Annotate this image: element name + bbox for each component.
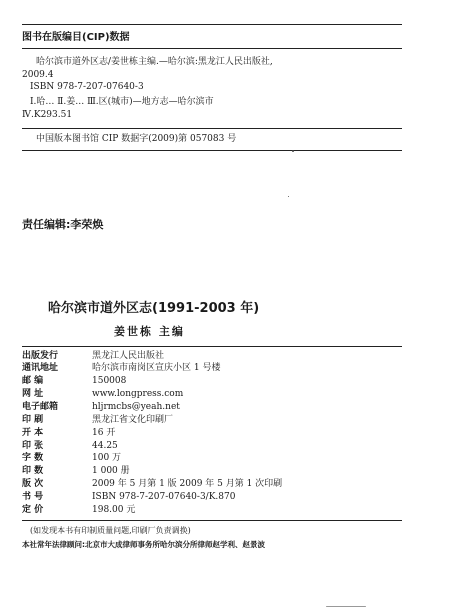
publication-row-printrun — [22, 466, 402, 477]
publication-top-rule — [22, 346, 402, 347]
legal-counsel: 本社常年法律顾问:北京市大成律师事务所哈尔滨分所律师赵学利、赵景波 — [22, 540, 265, 549]
cip-record: 中国版本图书馆 CIP 数据字(2009)第 057083 号 — [36, 134, 237, 144]
quality-note: (如发现本书有印制质量问题,印刷厂负责调换) — [30, 526, 191, 535]
publication-value: 2009 年 5 月第 1 版 2009 年 5 月第 1 次印刷 — [92, 479, 283, 489]
publication-value: 16 开 — [92, 428, 116, 438]
cip-line-3: ISBN 978-7-207-07640-3 — [30, 82, 144, 92]
publication-label: 邮 编 — [22, 376, 44, 386]
publication-label: 字 数 — [22, 453, 44, 463]
cip-bottom-rule — [22, 150, 402, 151]
publication-value: 44.25 — [92, 441, 118, 451]
cip-header-rule — [22, 48, 402, 49]
cip-line-4: Ⅰ.哈… Ⅱ.姜… Ⅲ.区(城市)—地方志—哈尔滨市 — [30, 97, 214, 107]
publication-label: 开 本 — [22, 428, 44, 438]
publication-row-printer — [22, 415, 402, 426]
cip-record-top-rule — [22, 128, 402, 129]
publication-label: 印 张 — [22, 441, 44, 451]
publication-row-isbn — [22, 492, 402, 503]
publication-label: 通讯地址 — [22, 363, 59, 373]
scan-speck — [288, 196, 289, 197]
publication-row-email — [22, 402, 402, 413]
publication-value: hljrmcbs@yeah.net — [92, 402, 180, 412]
publication-value: 黑龙江人民出版社 — [92, 351, 165, 361]
publication-row-edition — [22, 479, 402, 490]
publication-value: 1 000 册 — [92, 466, 130, 476]
book-author: 姜世栋 主编 — [114, 325, 185, 338]
book-title: 哈尔滨市道外区志(1991-2003 年) — [48, 301, 260, 316]
publication-row-address — [22, 363, 402, 374]
scan-speck — [326, 606, 366, 607]
cip-header: 图书在版编目(CIP)数据 — [22, 32, 130, 43]
publication-label: 版 次 — [22, 479, 44, 489]
publication-row-sheets — [22, 441, 402, 452]
publication-value: 198.00 元 — [92, 505, 136, 515]
publication-label: 电子邮箱 — [22, 402, 59, 412]
cip-line-5: Ⅳ.K293.51 — [22, 110, 73, 120]
publication-label: 印 数 — [22, 466, 44, 476]
scan-speck — [292, 150, 294, 152]
publication-label: 印 刷 — [22, 415, 44, 425]
publication-row-website — [22, 389, 402, 400]
publication-value: 150008 — [92, 376, 127, 386]
publication-label: 网 址 — [22, 389, 44, 399]
responsible-editor: 责任编辑:李荣焕 — [22, 218, 104, 231]
publication-bottom-rule — [22, 520, 402, 521]
publication-value: 黑龙江省文化印刷厂 — [92, 415, 174, 425]
cip-line-1: 哈尔滨市道外区志/姜世栋主编.—哈尔滨:黑龙江人民出版社, — [36, 57, 273, 67]
publication-row-wordcount — [22, 453, 402, 464]
publication-label: 书 号 — [22, 492, 44, 502]
cip-top-rule — [22, 24, 402, 25]
publication-label: 定 价 — [22, 505, 44, 515]
publication-value: www.longpress.com — [92, 389, 184, 399]
cip-line-2: 2009.4 — [22, 70, 54, 80]
publication-row-postcode — [22, 376, 402, 387]
publication-value: 哈尔滨市南岗区宣庆小区 1 号楼 — [92, 363, 221, 373]
publication-label: 出版发行 — [22, 351, 59, 361]
publication-row-publisher — [22, 351, 402, 362]
publication-value: ISBN 978-7-207-07640-3/K.870 — [92, 492, 236, 502]
publication-row-format — [22, 428, 402, 439]
publication-value: 100 万 — [92, 453, 122, 463]
publication-row-price — [22, 505, 402, 516]
